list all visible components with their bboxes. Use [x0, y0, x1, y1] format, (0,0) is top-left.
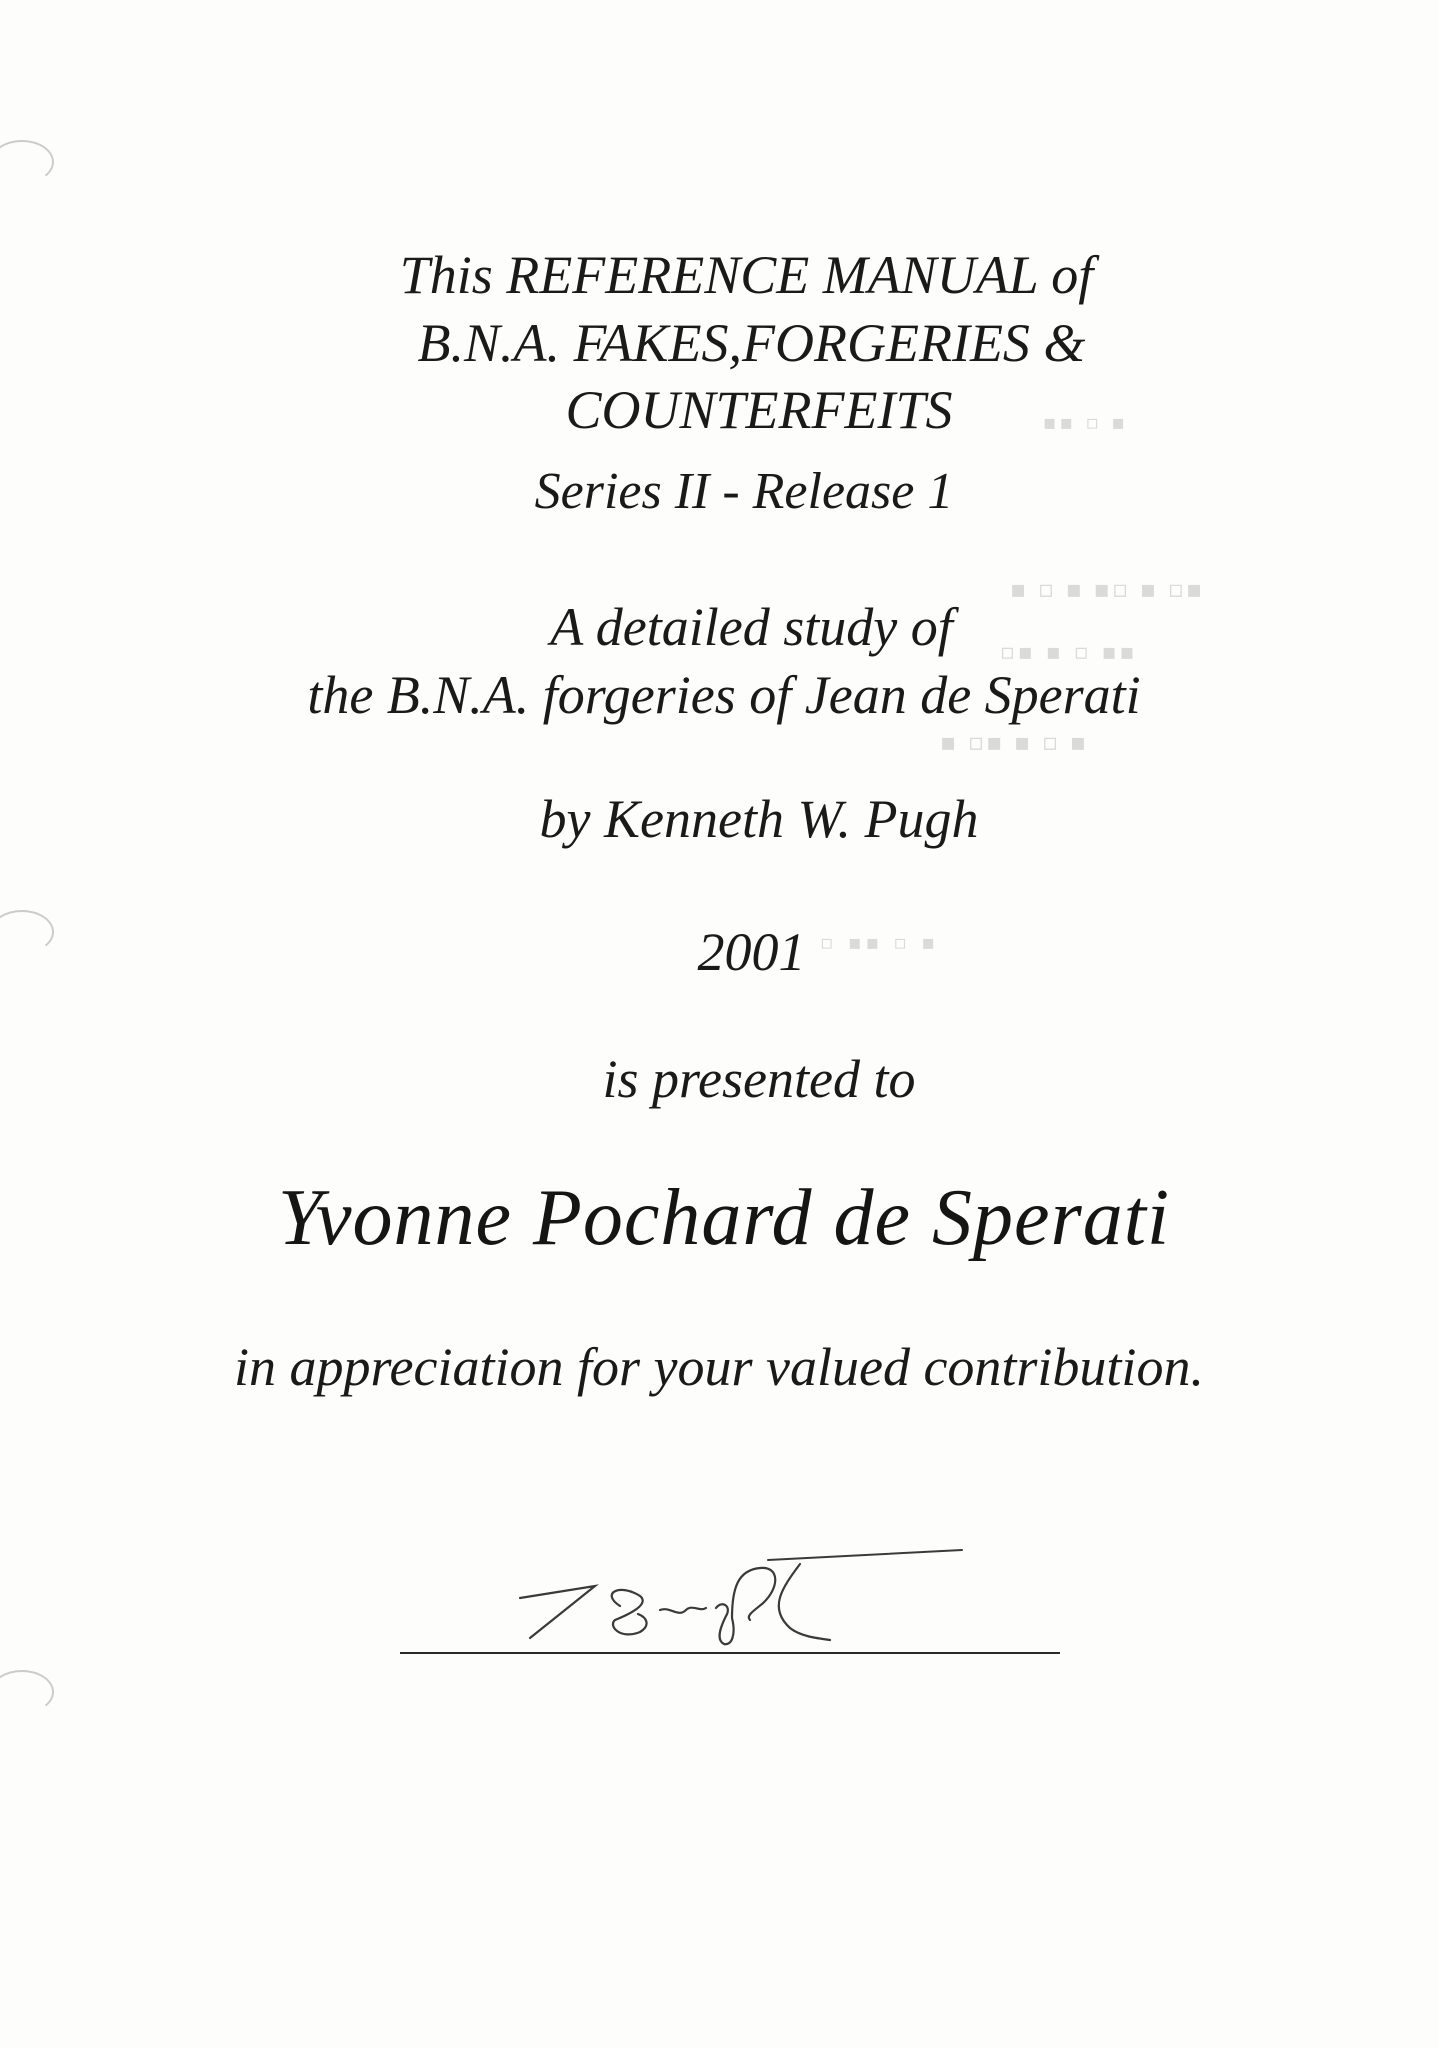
study-line-2: the B.N.A. forgeries of Jean de Sperati — [307, 665, 1141, 725]
presented-to-line: is presented to — [602, 1049, 916, 1109]
binder-hole-top — [0, 140, 54, 184]
bleed-through-mark: ▪ ▫ ▪ ▪▫ ▪ ▫▪ — [1010, 575, 1205, 603]
handwritten-signature — [500, 1548, 980, 1648]
signature-line — [400, 1652, 1060, 1654]
recipient-name: Yvonne Pochard de Sperati — [277, 1174, 1171, 1262]
study-line-1: A detailed study of — [550, 597, 953, 657]
bleed-through-mark: ▫▪ ▪ ▫ ▪▪ — [1000, 640, 1138, 665]
author-line: by Kenneth W. Pugh — [539, 789, 979, 849]
title-line-1: This REFERENCE MANUAL of — [399, 245, 1094, 305]
binder-hole-bottom — [0, 1670, 54, 1714]
appreciation-line: in appreciation for your valued contribution. — [234, 1337, 1204, 1397]
year: 2001 — [697, 922, 806, 982]
bleed-through-mark: ▫ ▪▪ ▫ ▪ — [820, 930, 939, 954]
series-release: Series II - Release 1 — [534, 463, 954, 520]
title-line-2: B.N.A. FAKES,FORGERIES & — [417, 313, 1086, 373]
bleed-through-mark: ▪ ▫ ▪▪ — [1040, 410, 1125, 434]
signature-block — [400, 1548, 1080, 1678]
title-line-3: COUNTERFEITS — [565, 380, 953, 440]
bleed-through-mark: ▪ ▫▪ ▪ ▫ ▪ — [940, 728, 1089, 756]
